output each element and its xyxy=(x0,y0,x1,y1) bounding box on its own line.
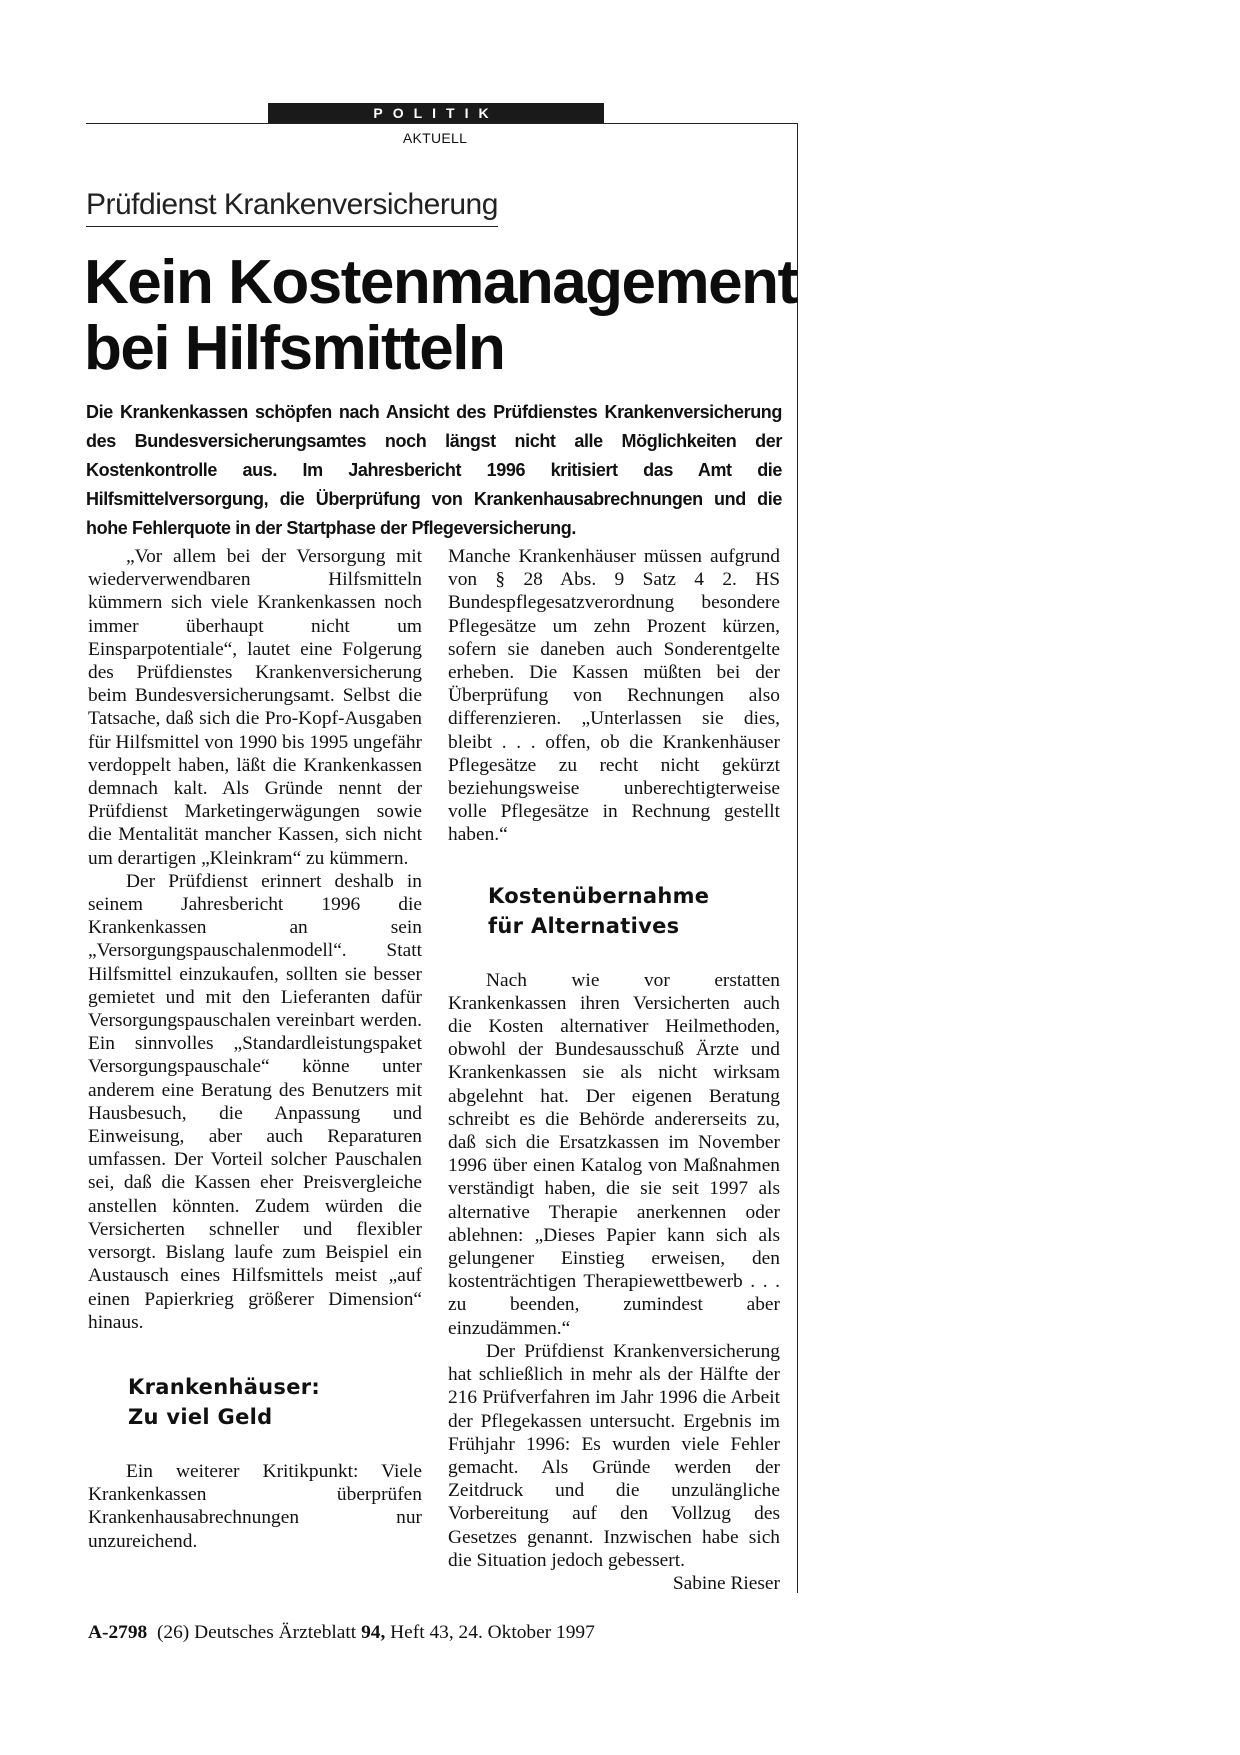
page-footer xyxy=(88,1622,595,1644)
body-paragraph: „Vor allem bei der Versorgung mit wiederverwendbaren Hilfsmitteln kümmern sich viele Krankenkassen noch immer überhaupt nicht um Einsparpotentiale“, lautet eine Folgerung des Prüfdienstes Krankenversicherung beim Bundesversicherungsamt. Selbst die Tatsache, daß sich die Pro-Kopf-Ausgaben für Hilfsmittel von 1990 bis 1995 ungefähr verdoppelt haben, läßt die Krankenkassen demnach kalt. Als Gründe nennt der Prüfdienst Marketingerwägungen sowie die Mentalität mancher Kassen, sich nicht um derartigen „Kleinkram“ zu kümmern. xyxy=(88,546,422,869)
subheading-line-2: für Alternatives xyxy=(488,913,680,938)
subheading-line-1: Kostenübernahme xyxy=(488,883,710,908)
article-kicker: Prüfdienst Krankenversicherung xyxy=(86,188,498,227)
journal-volume: 94, xyxy=(361,1622,386,1643)
body-paragraph: Manche Krankenhäuser müssen aufgrund von § 28 Abs. 9 Satz 4 2. HS Bundespflegesatzverordnung besondere Pflegesätze um zehn Prozent kürzen, sofern sie daneben auch Sonderentgelte erheben. Die Kassen müßten bei der Überprüfung von Rechnungen also differenzieren. „Unterlassen sie dies, bleibt . . . offen, ob die Krankenhäuser Pflegesätze zu recht nicht gekürzt beziehungsweise unberechtigterweise volle Pflegesätze in Rechnung gestellt haben.“ xyxy=(448,546,780,846)
page-number: (26) xyxy=(156,1622,190,1643)
right-column xyxy=(448,545,780,1595)
journal-issue: Heft 43, 24. Oktober 1997 xyxy=(390,1622,595,1643)
article-headline xyxy=(84,250,804,382)
body-paragraph: Nach wie vor erstatten Krankenkassen ihren Versicherten auch die Kosten alternativer Heilmethoden, obwohl der Bundesausschuß Ärzte und Krankenkassen sie als nicht wirksam abgelehnt hat. Der eigenen Beratung schreibt es die Behörde andererseits zu, daß sich die Ersatzkassen im November 1996 über einen Katalog von Maßnahmen verständigt haben, die sie seit 1997 als alternative Therapie anerkennen oder ablehnen: „Dieses Papier kann sich als gelungener Einstieg erweisen, den kostenträchtigen Therapiewettbewerb . . . zu beenden, zumindest aber einzudämmen.“ xyxy=(448,969,780,1339)
section-subheading xyxy=(448,881,780,941)
headline-line-1: Kein Kostenmanagement xyxy=(84,248,797,317)
body-paragraph: Der Prüfdienst erinnert deshalb in seinem Jahresbericht 1996 die Krankenkassen an sein „Versorgungspauschalenmodell“. Statt Hilfsmittel einzukaufen, sollten sie besser gemietet und mit den Lieferanten dafür Versorgungspauschalen vereinbart werden. Ein sinnvolles „Standardleistungspaket Versorgungspauschale“ könne unter anderem eine Beratung des Benutzers mit Hausbesuch, die Anpassung und Einweisung, aber auch Reparaturen umfassen. Der Vorteil solcher Pauschalen sei, daß die Kassen eher Preisvergleiche anstellen könnten. Zudem würden die Versicherten schneller und flexibler versorgt. Bislang laufe zum Beispiel ein Austausch eines Hilfsmittels meist „auf einen Papierkrieg größerer Dimension“ hinaus. xyxy=(88,870,422,1333)
page-code: A-2798 xyxy=(88,1622,148,1643)
left-column xyxy=(88,545,422,1553)
section-label: POLITIK xyxy=(268,103,604,123)
body-paragraph xyxy=(448,1340,780,1594)
body-paragraph: Ein weiterer Kritikpunkt: Viele Krankenkassen überprüfen Krankenhausabrechnungen nur unzureichend. xyxy=(88,1460,422,1552)
journal-name: Deutsches Ärzteblatt xyxy=(194,1622,357,1643)
subsection-label: AKTUELL xyxy=(402,130,468,146)
header-rule xyxy=(86,123,798,124)
section-subheading xyxy=(88,1372,422,1432)
subheading-line-1: Krankenhäuser: xyxy=(128,1374,321,1399)
headline-line-2: bei Hilfsmitteln xyxy=(84,314,505,383)
body-text: Der Prüfdienst Krankenversicherung hat schließlich in mehr als der Hälfte der 216 Prüfverfahren im Jahr 1996 die Arbeit der Pflegekassen untersucht. Ergebnis im Frühjahr 1996: Es wurden viele Fehler gemacht. Als Gründe werden der Zeitdruck und die unzulängliche Vorbereitung auf den Vollzug des Gesetzes genannt. Inzwischen habe sich die Situation jedoch gebessert. xyxy=(448,1340,780,1571)
subheading-line-2: Zu viel Geld xyxy=(128,1404,273,1429)
author-byline: Sabine Rieser xyxy=(672,1572,780,1594)
article-lead: Die Krankenkassen schöpfen nach Ansicht des Prüfdienstes Krankenversicherung des Bundesversicherungsamtes noch längst nicht alle Möglichkeiten der Kostenkontrolle aus. Im Jahresbericht 1996 kritisiert das Amt die Hilfsmittelversorgung, die Überprüfung von Krankenhausabrechnungen und die hohe Fehlerquote in der Startphase der Pflegeversicherung. xyxy=(86,402,782,538)
